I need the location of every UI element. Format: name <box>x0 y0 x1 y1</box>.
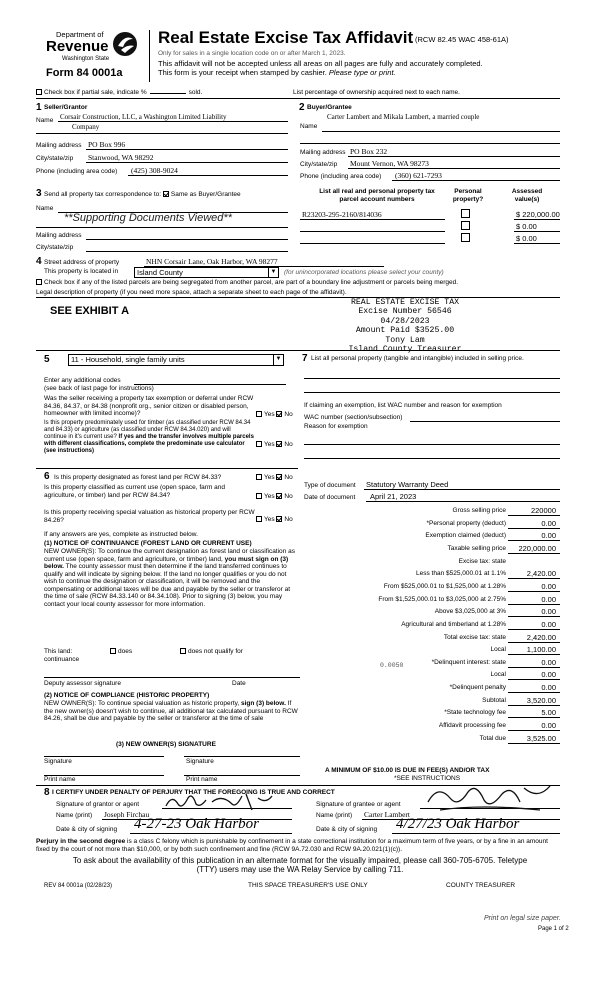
tax-row-value: 3,520.00 <box>526 696 556 705</box>
tax-row-value: 0.00 <box>541 531 556 540</box>
notice3-title: (3) NEW OWNER(S) SIGNATURE <box>116 741 216 748</box>
certify-text: I CERTIFY UNDER PENALTY OF PERJURY THAT THE FOREGOING IS TRUE AND CORRECT <box>52 789 335 796</box>
correspondence-num: 3 <box>36 188 42 199</box>
supporting-docs-stamp: **Supporting Documents Viewed** <box>64 212 232 224</box>
q2-no-checkbox[interactable] <box>276 441 282 447</box>
subtitle-only-sales: Only for sales in a single location code on or after March 1, 2023. <box>158 50 346 57</box>
tax-row-line <box>508 540 560 541</box>
tax-row-line <box>508 591 560 592</box>
grantee-date-city: 4/27/23 Oak Harbor <box>396 816 520 832</box>
rcw-reference: (RCW 82.45 WAC 458-61A) <box>415 35 509 44</box>
partial-sale-checkbox[interactable] <box>36 89 42 95</box>
partial-sale-row: Check box if partial sale, indicate % sold. <box>36 89 202 97</box>
tax-row-value: 0.00 <box>541 683 556 692</box>
treasurer-use: THIS SPACE TREASURER'S USE ONLY <box>248 882 368 889</box>
doc-date: April 21, 2023 <box>370 492 417 501</box>
local-rate: 0.0050 <box>380 662 404 669</box>
section5-num: 5 <box>44 354 50 365</box>
grantee-name-label: Name (print) <box>316 812 353 819</box>
parcels-col3-line2: value(s) <box>514 196 540 203</box>
buyer-heading: Buyer/Grantee <box>307 104 352 111</box>
seller-mailing-label: Mailing address <box>36 142 82 149</box>
parcel-value-2: $ 0.00 <box>516 222 537 231</box>
accessibility-line2: (TTY) users may use the WA Relay Service by calling 711. <box>196 865 404 874</box>
s6-q3-yes-checkbox[interactable] <box>256 516 262 522</box>
tax-row-label: Taxable selling price <box>447 545 506 552</box>
q1-yes-checkbox[interactable] <box>256 411 262 417</box>
q2-answers: Yes No <box>256 441 293 449</box>
tax-row-line <box>508 654 560 655</box>
tax-row-value: 220,000.00 <box>518 544 556 553</box>
tax-row-line <box>508 743 560 744</box>
receipt-stamp: REAL ESTATE EXCISE TAX Excise Number 56546 04/28/2023 Amount Paid $3525.00 Tony Lam Island County Treasurer <box>348 298 462 355</box>
owner-print-label: Print name <box>44 776 76 783</box>
seller-heading-num: 1 <box>36 102 42 113</box>
section7-num: 7 <box>302 353 308 364</box>
tax-row-value: 0.00 <box>541 658 556 667</box>
parcel-number-1: R23203-295-2160/814036 <box>302 210 382 219</box>
seller-name-label: Name <box>36 117 54 124</box>
tax-row-line <box>508 515 560 516</box>
s6-q3-answers: Yes No <box>256 516 293 524</box>
tax-row-line <box>508 692 560 693</box>
chevron-down-icon: ▼ <box>273 355 283 365</box>
q2-yes-checkbox[interactable] <box>256 441 262 447</box>
parcel-personal-checkbox-2[interactable] <box>461 221 470 230</box>
exemption-question: Was the seller receiving a property tax exemption or deferral under RCW 84.36, 84.37, or 84.38 (nonprofit org., senior citizen or disabled person, homeowner with limited income)? <box>44 395 254 417</box>
county-select[interactable]: Island County ▼ <box>134 267 279 278</box>
parcel-value-1: $ 220,000.00 <box>516 210 560 219</box>
tax-row-value: 0.00 <box>541 721 556 730</box>
s6-q2-answers: Yes No <box>256 493 293 501</box>
tax-row-value: 1,100.00 <box>526 645 556 654</box>
answers-note: If any answers are yes, complete as instructed below. <box>44 531 198 538</box>
tax-row-label: From $1,525,000.01 to $3,025,000 at 2.75% <box>378 596 506 603</box>
seller-city: Stanwood, WA 98292 <box>88 153 154 162</box>
current-use-question: Is this property classified as current use (open space, farm and agriculture, or timber) land per RCW 84.34? <box>44 484 226 499</box>
deputy-signature-label: Deputy assessor signature <box>44 680 121 687</box>
chevron-down-icon: ▼ <box>268 268 278 277</box>
s6-q2-yes-checkbox[interactable] <box>256 493 262 499</box>
tax-row-label: Affidavit processing fee <box>438 722 506 729</box>
tax-row-label: Total excise tax: state <box>443 634 506 641</box>
tax-row-line <box>508 616 560 617</box>
revision: REV 84 0001a (02/28/23) <box>44 883 113 889</box>
tax-row-label: Above $3,025,000 at 3% <box>434 608 506 615</box>
q1-answers: Yes No <box>256 411 293 419</box>
buyer-phone: (360) 621-7293 <box>395 171 442 180</box>
section6-num: 6 <box>44 471 50 482</box>
this-land-label: This land: <box>44 648 73 655</box>
tax-row-value: 0.00 <box>541 519 556 528</box>
buyer-city-label: City/state/zip <box>300 161 338 168</box>
q1-no-checkbox[interactable] <box>276 411 282 417</box>
located-label: This property is located in <box>44 268 119 275</box>
buyer-mailing-label: Mailing address <box>300 149 346 156</box>
does-qualify-checkbox[interactable] <box>110 648 116 654</box>
subtitle-not-accepted: This affidavit will not be accepted unless all areas on all pages are fully and accurately completed. <box>158 59 483 68</box>
tax-row-value: 0.00 <box>541 582 556 591</box>
tax-row-line <box>508 528 560 529</box>
forest-question: Is this property designated as forest land per RCW 84.33? <box>54 474 222 481</box>
tax-row-value: 0.00 <box>541 670 556 679</box>
tax-row-line <box>508 553 560 554</box>
minimum-note: A MINIMUM OF $10.00 IS DUE IN FEE(S) AND/OR TAX <box>325 767 490 774</box>
correspondence-row: Send all property tax correspondence to: Same as Buyer/Grantee <box>44 191 241 198</box>
seller-name-line2: Company <box>72 123 100 131</box>
parcels-col3-line1: Assessed <box>511 188 543 195</box>
tax-row-label: *Delinquent interest: state <box>431 659 506 666</box>
notice2-text: NEW OWNER(S): To continue special valuation as historic property, sign (3) below. If the new owner(s) doesn't wish to continue, all additional tax calculated pursuant to RCW 84.26, shall be due and payable by the seller or transferor at the time of sale <box>44 700 298 722</box>
owner-signature-label: Signature <box>44 758 72 765</box>
s6-q1-answers: Yes No <box>256 474 293 482</box>
parcel-personal-checkbox-3[interactable] <box>461 233 470 242</box>
s6-q1-yes-checkbox[interactable] <box>256 474 262 480</box>
grantee-date-label: Date & city of signing <box>316 826 378 833</box>
exemption-label: If claiming an exemption, list WAC number and reason for exemption <box>304 402 502 409</box>
street-label: Street address of property <box>44 259 120 266</box>
list-percentage-note: List percentage of ownership acquired next to each name. <box>293 89 460 96</box>
seller-name-line1: Corsair Construction, LLC, a Washington Limited Liability <box>60 113 227 121</box>
tax-row-label: Total due <box>479 735 506 742</box>
deputy-date-label: Date <box>232 680 246 687</box>
agency-state: Washington State <box>62 56 110 62</box>
buyer-name-label: Name <box>300 123 318 130</box>
tax-row-label: From $525,000.01 to $1,525,000 at 1.28% <box>383 583 506 590</box>
tax-row-label: *Delinquent penalty <box>449 684 506 691</box>
parcels-col1-line1: List all real and personal property tax <box>319 188 435 195</box>
grantor-date-label: Date & city of signing <box>56 826 118 833</box>
seller-phone-label: Phone (including area code) <box>36 168 118 175</box>
tax-row-label: Less than $525,000.01 at 1.1% <box>416 570 506 577</box>
street-address: NHN Corsair Lane, Oak Harbor, WA 98277 <box>146 257 278 266</box>
notice1-text: NEW OWNER(S): To continue the current designation as forest land or classification as current use (open space, farm and agriculture, or timber) land, you must sign on (3) below. The county assessor must then determine if the land transferred continues to qualify and will indicate by signing below. If the land no longer qualifies or you do not wish to continue the designation or classification, it will be removed and the compensating or additional taxes will be due and payable by the seller or transferor at the time of sale (RCW 84.33.140 or 84.34.108). Prior to signing (3) below, you may contact your local county assessor for more information. <box>44 548 295 608</box>
tax-row-label: Excise tax: state <box>458 558 506 565</box>
tax-row-line <box>508 629 560 630</box>
personal-property-label: List all personal property (tangible and intangible) included in selling price. <box>311 355 524 362</box>
tax-row-value: 0.00 <box>541 620 556 629</box>
parcel-personal-checkbox-1[interactable] <box>461 209 470 218</box>
additional-codes-label: Enter any additional codes <box>44 377 121 384</box>
tax-row-line <box>508 717 560 718</box>
tax-row-line <box>508 604 560 605</box>
owner-signature-label-2: Signature <box>186 758 214 765</box>
parcels-col2-line1: Personal <box>454 188 482 195</box>
reason-label: Reason for exemption <box>304 423 368 430</box>
segregated-row: Check box if any of the listed parcels are being segregated from another parcel, are part of a boundary line adjustment or parcels being merged. <box>36 279 458 287</box>
buyer-phone-label: Phone (including area code) <box>300 173 382 180</box>
form-title: Real Estate Excise Tax Affidavit <box>158 28 414 47</box>
tax-row-line <box>508 705 560 706</box>
seller-mailing: PO Box 996 <box>88 140 126 149</box>
tax-row-line <box>508 667 560 668</box>
timber-question: Is this property predominately used for timber (as classified under RCW 84.34 and 84.33) or agriculture (as classified under RCW 84.34.020) and will continue in it's current use? If yes and the transfer involves multiple parcels with different classifications, complete the predominate use calculator (see instructions) <box>44 420 254 454</box>
doc-date-label: Date of document <box>304 494 356 501</box>
wa-logo-icon <box>111 30 139 58</box>
tax-row-value: 2,420.00 <box>526 633 556 642</box>
county-treasurer: COUNTY TREASURER <box>446 882 516 889</box>
see-instructions: *SEE INSTRUCTIONS <box>394 775 461 782</box>
grantor-signature-icon <box>162 790 292 812</box>
property-num: 4 <box>36 256 42 267</box>
legal-description: SEE EXHIBIT A <box>50 305 130 317</box>
tax-row-label: Local <box>490 671 506 678</box>
print-legal-note: Print on legal size paper. <box>484 915 561 922</box>
historic-question: Is this property receiving special valuation as historical property per RCW 84.26? <box>44 509 255 524</box>
does-not-option: does not qualify for <box>180 648 243 656</box>
county-hint: (for unincorporated locations please select your county) <box>284 269 444 276</box>
parcels-col1-line2: parcel account numbers <box>339 196 415 203</box>
see-back-note: (see back of last page for instructions) <box>44 385 154 392</box>
seller-heading: Seller/Grantor <box>44 104 88 111</box>
buyer-mailing: PO Box 232 <box>350 147 388 156</box>
owner-print-label-2: Print name <box>186 776 218 783</box>
land-use-select[interactable]: 11 - Household, single family units ▼ <box>68 354 284 366</box>
buyer-heading-num: 2 <box>299 102 305 113</box>
grantee-name: Carter Lambert <box>364 810 411 819</box>
grantor-name-label: Name (print) <box>56 812 93 819</box>
tax-row-value: 3,525.00 <box>526 734 556 743</box>
parcel-value-3: $ 0.00 <box>516 234 537 243</box>
does-option: does <box>110 648 132 656</box>
segregated-checkbox[interactable] <box>36 279 42 285</box>
tax-row-value: 220000 <box>530 506 556 515</box>
s6-q3-no-checkbox[interactable] <box>276 516 282 522</box>
s6-q1-no-checkbox[interactable] <box>276 474 282 480</box>
tax-row-label: *State technology fee <box>444 709 506 716</box>
parcels-col2-line2: property? <box>452 196 484 203</box>
tax-row-line <box>508 578 560 579</box>
tax-row-value: 0.00 <box>541 595 556 604</box>
seller-phone: (425) 308-9024 <box>131 166 178 175</box>
grantee-signature-icon <box>420 782 560 818</box>
section8-num: 8 <box>44 787 50 798</box>
tax-row-line <box>508 730 560 731</box>
tax-row-label: Exemption claimed (deduct) <box>425 532 506 539</box>
tax-row-value: 0.00 <box>541 607 556 616</box>
legal-description-label: Legal description of property (if you need more space, attach a separate sheet to each page of the affidavit). <box>36 289 347 296</box>
doc-type: Statutory Warranty Deed <box>366 480 449 489</box>
subtitle-receipt: This form is your receipt when stamped by cashier. Please type or print. <box>158 68 396 77</box>
buyer-city: Mount Vernon, WA 98273 <box>350 159 429 168</box>
correspondence-name-label: Name <box>36 205 54 212</box>
grantor-date-city: 4-27-23 Oak Harbor <box>134 816 259 832</box>
continuance-label: continuance <box>44 656 80 663</box>
tax-row-value: 5.00 <box>541 708 556 717</box>
tax-row-label: Agricultural and timberland at 1.28% <box>401 621 506 628</box>
buyer-name: Carter Lambert and Mikala Lambert, a married couple <box>327 113 480 121</box>
correspondence-mailing-label: Mailing address <box>36 232 82 239</box>
notice1-title: (1) NOTICE OF CONTINUANCE (FOREST LAND OR CURRENT USE) <box>44 540 252 547</box>
grantor-sig-label: Signature of grantor or agent <box>56 801 140 808</box>
doc-type-label: Type of document <box>304 482 356 489</box>
wac-label: WAC number (section/subsection) <box>304 414 403 421</box>
notice2-title: (2) NOTICE OF COMPLIANCE (HISTORIC PROPERTY) <box>44 692 210 699</box>
agency-name: Revenue <box>46 38 109 55</box>
tax-row-label: Local <box>490 646 506 653</box>
seller-city-label: City/state/zip <box>36 155 74 162</box>
s6-q2-no-checkbox[interactable] <box>276 493 282 499</box>
form-number: Form 84 0001a <box>46 67 123 79</box>
tax-row-value: 2,420.00 <box>526 569 556 578</box>
page-number: Page 1 of 2 <box>538 926 569 932</box>
tax-row-label: *Personal property (deduct) <box>426 520 506 527</box>
tax-row-line <box>508 679 560 680</box>
perjury-notice: Perjury in the second degree is a class C felony which is punishable by confinement in a state correctional institution for a maximum term of five years, or by a fine in an amount fixed by the court of not more than $10,000, or by both such confinement and fine (RCW 9A.72.030 and RCW 9A.20.021(1)(c)). <box>36 838 548 853</box>
tax-row-label: Gross selling price <box>452 507 506 514</box>
grantor-name: Joseph Firchau <box>104 810 150 819</box>
tax-row-line <box>508 642 560 643</box>
agency-line1: Department of <box>56 30 104 39</box>
accessibility-line1: To ask about the availability of this publication in an alternate format for the visually impaired, please call 360-705-6705. Teletype <box>72 856 528 865</box>
tax-row-label: Subtotal <box>482 697 506 704</box>
same-as-buyer-checkbox[interactable] <box>163 191 169 197</box>
grantee-sig-label: Signature of grantee or agent <box>316 801 401 808</box>
does-not-qualify-checkbox[interactable] <box>180 648 186 654</box>
correspondence-city-label: City/state/zip <box>36 244 74 251</box>
